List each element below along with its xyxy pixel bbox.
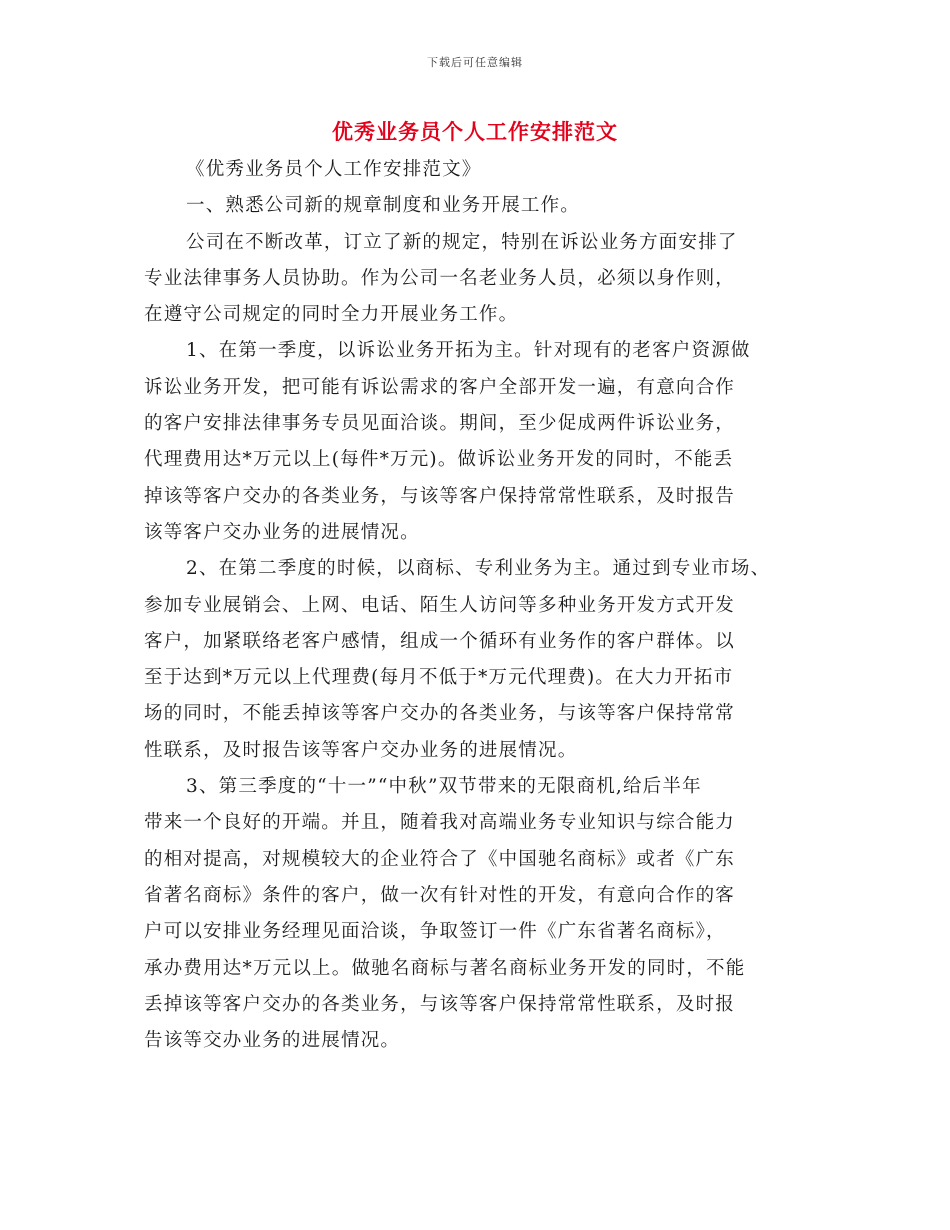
document-body (144, 152, 824, 1059)
document-title: 优秀业务员个人工作安排范文 (332, 120, 618, 144)
text-line: 告该等交办业务的进展情况。 (144, 1030, 401, 1052)
text-line: 公司在不断改革，订立了新的规定，特别在诉讼业务方面安排了 (186, 231, 738, 253)
text-line: 的客户安排法律事务专员见面洽谈。期间，至少促成两件诉讼业务， (144, 413, 736, 435)
text-line: 至于达到*万元以上代理费(每月不低于*万元代理费)。在大力开拓市 (144, 667, 734, 689)
text-line: 参加专业展销会、上网、电话、陌生人访问等多种业务开发方式开发 (144, 594, 736, 616)
text-line: 的相对提高，对规模较大的企业符合了《中国驰名商标》或者《广东 (144, 848, 736, 870)
text-line: 《优秀业务员个人工作安排范文》 (186, 159, 482, 180)
text-line: 2、在第二季度的时候，以商标、专利业务为主。通过到专业市场、 (186, 558, 771, 580)
text-line: 场的同时，不能丢掉该等客户交办的各类业务，与该等客户保持常常 (144, 703, 736, 725)
text-line: 省著名商标》条件的客户，做一次有针对性的开发，有意向合作的客 (144, 884, 736, 906)
text-line: 带来一个良好的开端。并且，随着我对高端业务专业知识与综合能力 (144, 812, 736, 834)
text-line: 专业法律事务人员协助。作为公司一名老业务人员，必须以身作则， (144, 267, 736, 289)
text-line: 3、第三季度的“十一”“中秋”双节带来的无限商机,给后半年 (186, 776, 702, 798)
text-line: 代理费用达*万元以上(每件*万元)。做诉讼业务开发的同时，不能丢 (144, 449, 734, 471)
text-line: 在遵守公司规定的同时全力开展业务工作。 (144, 304, 519, 326)
text-line: 1、在第一季度，以诉讼业务开拓为主。针对现有的老客户资源做 (186, 340, 751, 362)
text-line: 一、熟悉公司新的规章制度和业务开展工作。 (186, 195, 581, 217)
text-line: 客户，加紧联络老客户感情，组成一个循环有业务作的客户群体。以 (144, 630, 736, 652)
text-line: 承办费用达*万元以上。做驰名商标与著名商标业务开发的同时，不能 (144, 957, 746, 979)
text-line: 丢掉该等客户交办的各类业务，与该等客户保持常常性联系，及时报 (144, 993, 736, 1015)
text-line: 该等客户交办业务的进展情况。 (144, 521, 420, 543)
text-line: 性联系，及时报告该等客户交办业务的进展情况。 (144, 739, 578, 761)
text-line: 户可以安排业务经理见面洽谈，争取签订一件《广东省著名商标》， (144, 921, 726, 943)
text-line: 掉该等客户交办的各类业务，与该等客户保持常常性联系，及时报告 (144, 485, 736, 507)
text-line: 诉讼业务开发，把可能有诉讼需求的客户全部开发一遍，有意向合作 (144, 376, 736, 398)
header-note: 下载后可任意编辑 (427, 56, 523, 69)
